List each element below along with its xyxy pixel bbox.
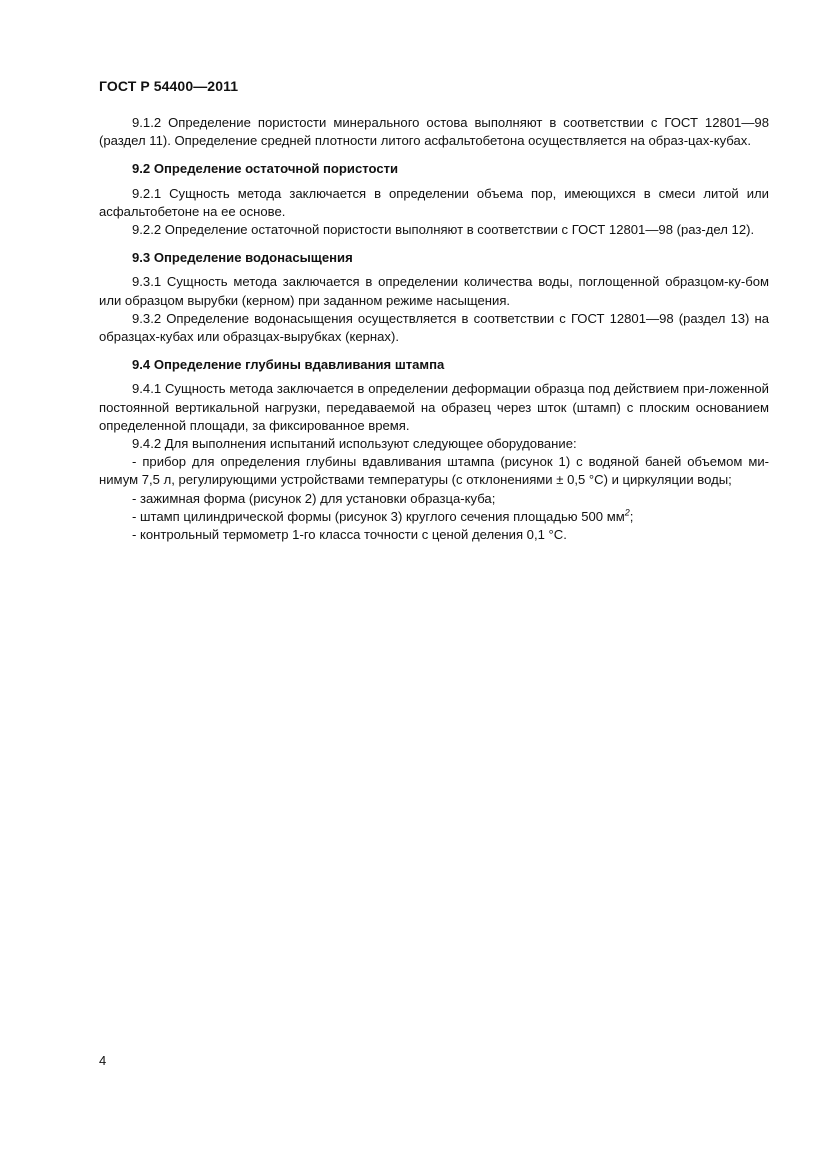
page-number: 4 <box>99 1053 107 1068</box>
document-header: ГОСТ Р 54400—2011 <box>99 78 239 94</box>
document-body <box>99 114 769 544</box>
paragraph-9-2-1: 9.2.1 Сущность метода заключается в определении объема пор, имеющихся в смеси литой или асфальтобетоне на ее основе. <box>99 185 769 219</box>
paragraph-9-3-1: 9.3.1 Сущность метода заключается в определении количества воды, поглощенной образцом-ку-бом или образцом вырубки (керном) при заданном режиме насыщения. <box>99 274 769 308</box>
paragraph-9-3-2: 9.3.2 Определение водонасыщения осуществляется в соответствии с ГОСТ 12801—98 (раздел 13) на образцах-кубах или образцах-вырубках (кернах). <box>99 310 769 345</box>
section-heading-9-4: 9.4 Определение глубины вдавливания штампа <box>132 357 445 373</box>
equipment-item-thermometer: - контрольный термометр 1-го класса точности с ценой деления 0,1 °С. <box>132 527 567 543</box>
stamp-text: - штамп цилиндрической формы (рисунок 3) круглого сечения площадью 500 мм <box>132 508 625 524</box>
stamp-text-end: ; <box>629 508 634 524</box>
section-heading-9-2: 9.2 Определение остаточной пористости <box>132 161 399 177</box>
paragraph-9-1-2: 9.1.2 Определение пористости минерального остова выполняют в соответствии с ГОСТ 12801—98 (раздел 11). Определение средней плотности литого асфальтобетона осуществляется на образ-цах-кубах. <box>99 115 769 149</box>
superscript-2: 2 <box>624 507 630 518</box>
equipment-item-stamp <box>99 508 769 526</box>
section-heading-9-3: 9.3 Определение водонасыщения <box>132 250 353 266</box>
equipment-item-clamp-form: - зажимная форма (рисунок 2) для установки образца-куба; <box>132 490 496 506</box>
paragraph-9-2-2: 9.2.2 Определение остаточной пористости выполняют в соответствии с ГОСТ 12801—98 (раз-дел 12). <box>132 222 755 238</box>
paragraph-9-4-2: 9.4.2 Для выполнения испытаний используют следующее оборудование: <box>132 436 577 452</box>
paragraph-9-4-1: 9.4.1 Сущность метода заключается в определении деформации образца под действием при-ложенной постоянной вертикальной нагрузки, передаваемой на образец через шток (штамп) с плоским основанием определенной площади, за фиксированное время. <box>99 381 769 433</box>
equipment-item-device: - прибор для определения глубины вдавливания штампа (рисунок 1) с водяной баней объемом ми-нимум 7,5 л, регулирующими устройствами температуры (с отклонениями ± 0,5 °С) и циркуляции воды; <box>99 454 769 488</box>
